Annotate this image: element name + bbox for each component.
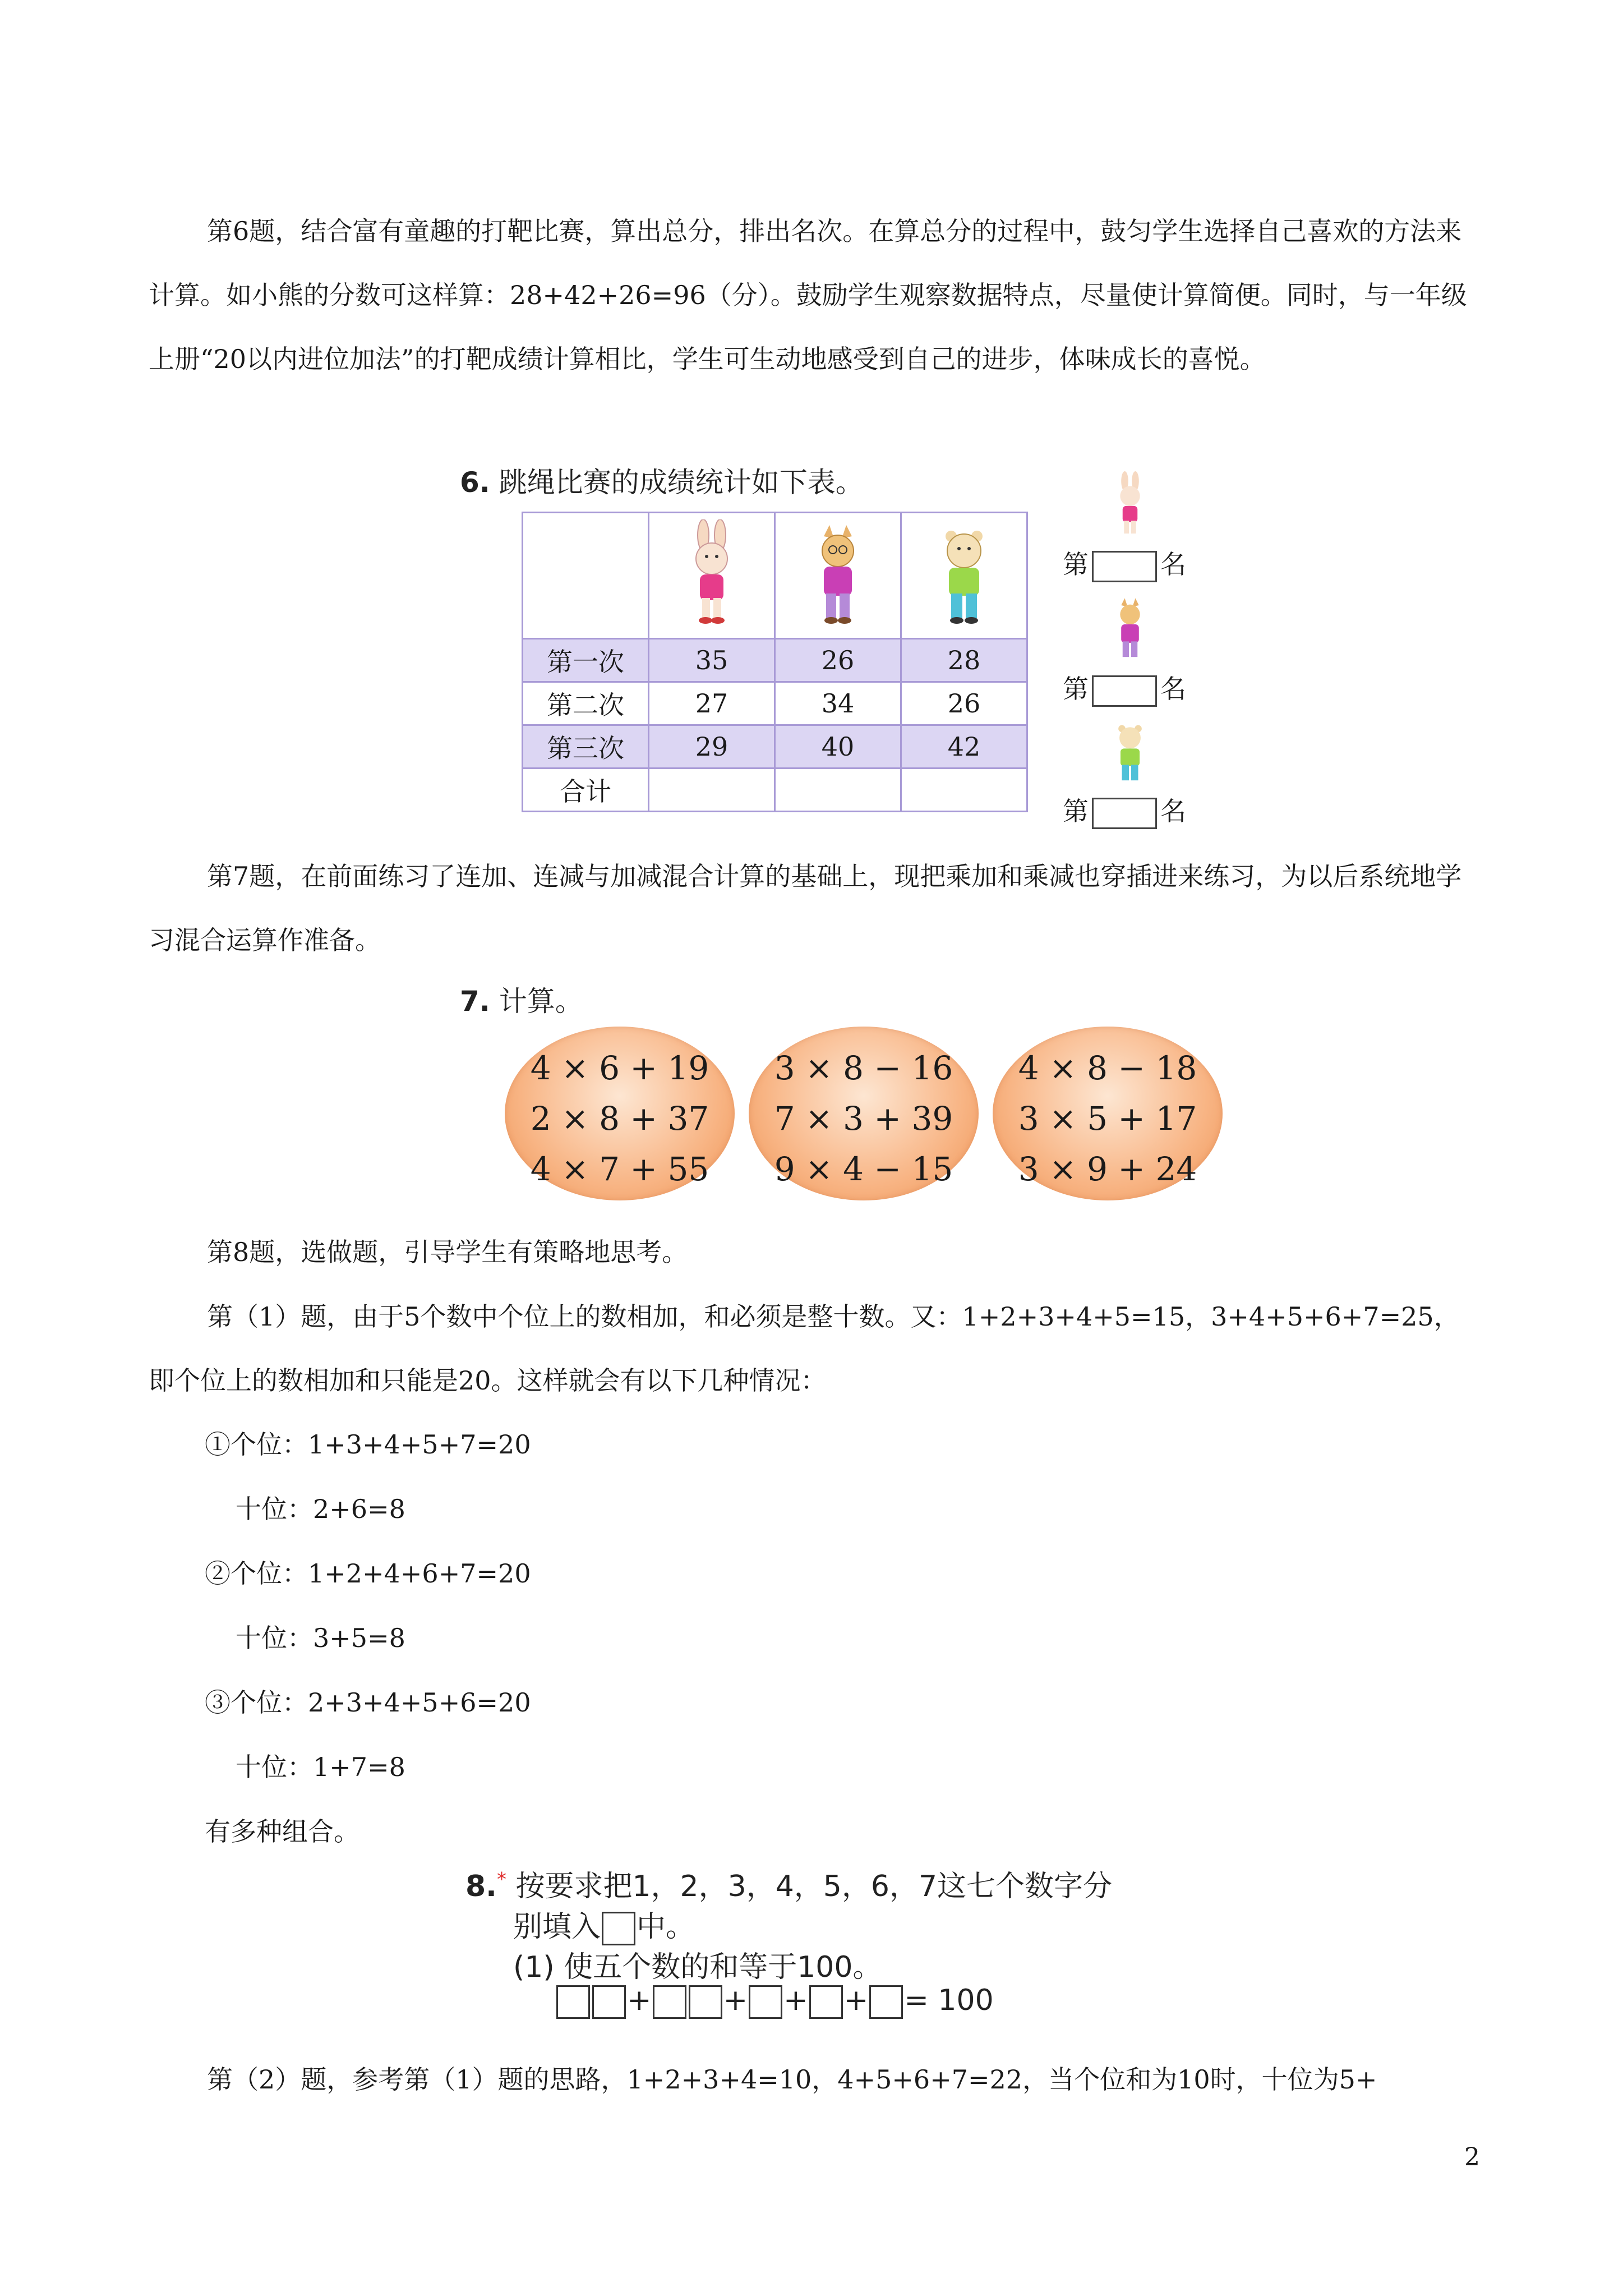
row-label: 第三次 bbox=[523, 725, 649, 769]
answer-box[interactable] bbox=[809, 1985, 843, 2019]
table-cell bbox=[649, 769, 775, 812]
table-row bbox=[523, 682, 1027, 725]
case-1-tens: 十位：2+6=8 bbox=[236, 1494, 405, 1524]
table-row bbox=[523, 639, 1027, 682]
cat-icon bbox=[807, 519, 869, 626]
table-cell: 26 bbox=[901, 682, 1027, 725]
cat-icon bbox=[1110, 595, 1150, 662]
answer-box[interactable] bbox=[592, 1985, 626, 2019]
table-cell: 35 bbox=[649, 639, 775, 682]
case-3-units: ③个位：2+3+4+5+6=20 bbox=[205, 1687, 531, 1718]
cat-header-cell bbox=[775, 513, 901, 639]
rank-bear: 第 名 bbox=[1063, 791, 1186, 829]
summary-text: 有多种组合。 bbox=[205, 1816, 359, 1847]
table-cell: 34 bbox=[775, 682, 901, 725]
paragraph-q7-explanation: 第7题，在前面练习了连加、连减与加减混合计算的基础上，现把乘加和乘减也穿插进来练习，为以后系统地学习混合运算作准备。 bbox=[149, 861, 1462, 955]
row-label: 第一次 bbox=[523, 639, 649, 682]
q6-figure bbox=[460, 460, 1245, 825]
answer-box[interactable] bbox=[749, 1985, 782, 2019]
row-label: 第二次 bbox=[523, 682, 649, 725]
answer-box[interactable] bbox=[556, 1985, 590, 2019]
case-3-tens: 十位：1+7=8 bbox=[236, 1752, 405, 1782]
expression: 2 × 8 + 37 bbox=[530, 1099, 709, 1138]
expression-oval-2 bbox=[749, 1027, 979, 1200]
paragraph-q6-explanation: 第6题，结合富有童趣的打靶比赛，算出总分，排出名次。在算总分的过程中，鼓匀学生选择自己喜欢的方法来计算。如小熊的分数可这样算：28+42+26=96（分）。鼓励学生观察数据特点，尽量使计算简便。同时，与一年级上册“20以内进位加法”的打靶成绩计算相比，学生可生动地感受到自己的进步，体味成长的喜悦。 bbox=[149, 216, 1467, 374]
rabbit-header-cell bbox=[649, 513, 775, 639]
q8-title-line1: 8.* 按要求把1，2，3，4，5，6，7这七个数字分 bbox=[465, 1868, 1113, 1903]
q6-title: 6. 跳绳比赛的成绩统计如下表。 bbox=[460, 466, 864, 499]
case-2-tens: 十位：3+5=8 bbox=[236, 1623, 405, 1653]
paragraph-q8-intro: 第8题，选做题，引导学生有策略地思考。 bbox=[207, 1237, 688, 1267]
table-cell: 26 bbox=[775, 639, 901, 682]
rank-answer-box[interactable] bbox=[1092, 675, 1157, 707]
rabbit-icon bbox=[681, 519, 743, 626]
table-row bbox=[523, 725, 1027, 769]
case-1-units: ①个位：1+3+4+5+7=20 bbox=[205, 1429, 531, 1460]
row-label: 合计 bbox=[523, 769, 649, 812]
expression: 4 × 7 + 55 bbox=[530, 1150, 709, 1188]
expression: 4 × 8 − 18 bbox=[1018, 1049, 1197, 1087]
table-corner-cell bbox=[523, 513, 649, 639]
table-cell bbox=[901, 769, 1027, 812]
rabbit-icon bbox=[1110, 471, 1150, 539]
table-cell bbox=[775, 769, 901, 812]
q7-title: 7. 计算。 bbox=[460, 985, 583, 1018]
q8-title-line2: 别填入 中。 bbox=[513, 1903, 695, 1945]
blank-box-icon bbox=[602, 1912, 635, 1945]
score-table bbox=[522, 512, 1028, 812]
table-row bbox=[523, 769, 1027, 812]
answer-box[interactable] bbox=[869, 1985, 903, 2019]
paragraph-q8-part2: 第（2）题，参考第（1）题的思路，1+2+3+4=10，4+5+6+7=22，当个位和为10时，十位为5+ bbox=[207, 2064, 1377, 2095]
rank-answer-box[interactable] bbox=[1092, 551, 1157, 582]
expression: 3 × 8 − 16 bbox=[774, 1049, 953, 1087]
table-cell: 27 bbox=[649, 682, 775, 725]
bear-icon bbox=[1110, 718, 1150, 785]
expression-oval-1 bbox=[505, 1027, 735, 1200]
q8-equation: + + + + = 100 bbox=[555, 1984, 994, 2019]
case-2-units: ②个位：1+2+4+6+7=20 bbox=[205, 1558, 531, 1589]
q8-sub1: (1) 使五个数的和等于100。 bbox=[513, 1950, 882, 1984]
rank-cat: 第 名 bbox=[1063, 669, 1186, 707]
expression: 9 × 4 − 15 bbox=[774, 1150, 953, 1188]
bear-icon bbox=[933, 519, 995, 626]
answer-box[interactable] bbox=[689, 1985, 722, 2019]
expression: 4 × 6 + 19 bbox=[530, 1049, 709, 1087]
table-cell: 29 bbox=[649, 725, 775, 769]
paragraph-q8-part1: 第（1）题，由于5个数中个位上的数相加，和必须是整十数。又：1+2+3+4+5=15，3+4+5+6+7=25，即个位上的数相加和只能是20。这样就会有以下几种情况： bbox=[149, 1301, 1460, 1396]
expression: 3 × 5 + 17 bbox=[1018, 1099, 1197, 1138]
expression: 3 × 9 + 24 bbox=[1018, 1150, 1197, 1188]
page-number: 2 bbox=[1464, 2143, 1480, 2171]
rank-answer-box[interactable] bbox=[1092, 798, 1157, 829]
bear-header-cell bbox=[901, 513, 1027, 639]
answer-box[interactable] bbox=[653, 1985, 686, 2019]
table-cell: 28 bbox=[901, 639, 1027, 682]
rank-rabbit: 第 名 bbox=[1063, 544, 1186, 582]
table-cell: 42 bbox=[901, 725, 1027, 769]
table-cell: 40 bbox=[775, 725, 901, 769]
expression: 7 × 3 + 39 bbox=[774, 1099, 953, 1138]
expression-oval-3 bbox=[993, 1027, 1223, 1200]
